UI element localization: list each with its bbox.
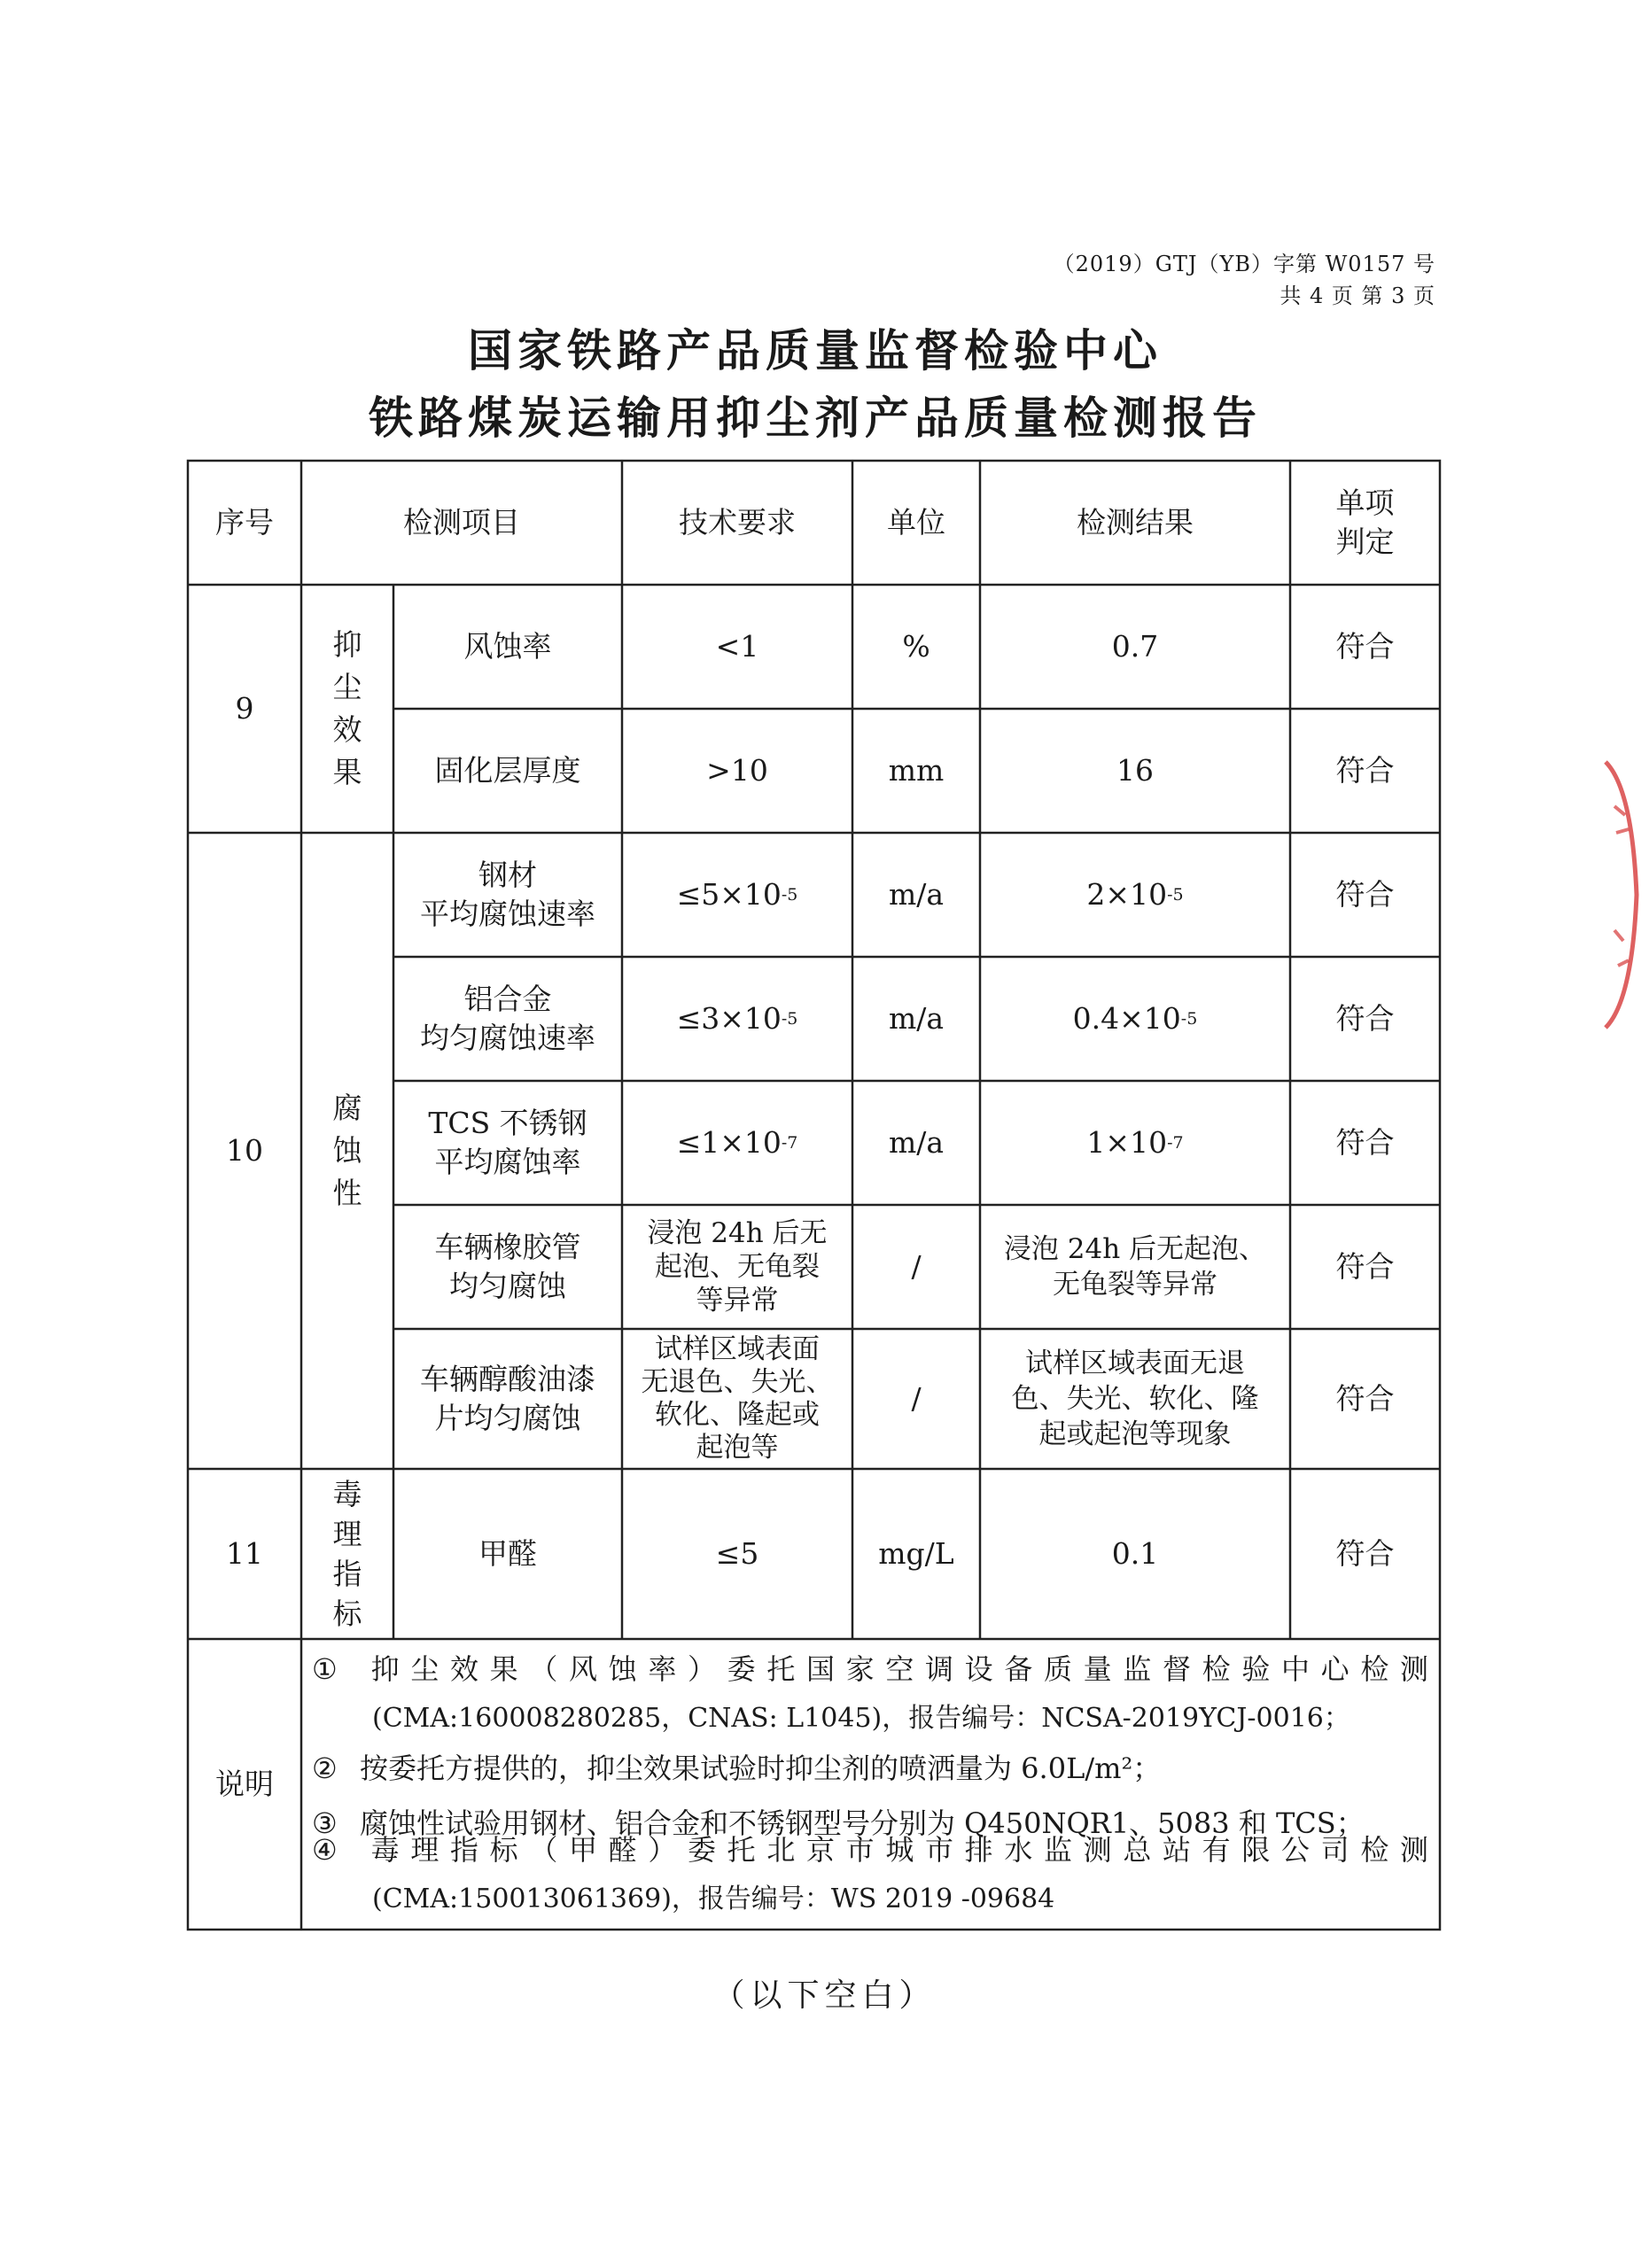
header-verdict-line1: 单项	[1335, 485, 1395, 520]
unit-formaldehyde: mg/L	[878, 1536, 954, 1571]
category-char: 效	[332, 712, 362, 747]
category-char: 抑	[332, 627, 362, 662]
header-requirement: 技术要求	[679, 505, 796, 540]
unit-steel-corrosion: m/a	[888, 877, 945, 912]
item-line: 片均匀腐蚀	[434, 1401, 581, 1435]
note-text: 腐蚀性试验用钢材、铝合金和不锈钢型号分别为 Q450NQR1、5083 和 TCS；	[360, 1806, 1365, 1840]
result-formaldehyde: 0.1	[1111, 1536, 1159, 1571]
result-base: 1×10	[1086, 1125, 1168, 1160]
item-aluminium-corrosion	[393, 957, 622, 1081]
item-layer-thickness: 固化层厚度	[434, 753, 581, 788]
req-line: 起泡、无龟裂	[655, 1251, 820, 1283]
page-counter: 共 4 页 第 3 页	[1280, 284, 1435, 308]
header-verdict	[1290, 461, 1440, 585]
result-line: 浸泡 24h 后无起泡、	[1003, 1233, 1267, 1265]
item-alkyd-paint	[393, 1329, 622, 1469]
verdict-layer-thickness: 符合	[1335, 753, 1395, 788]
header-item: 检测项目	[403, 505, 520, 540]
result-stainless-corrosion: 1×10 -7	[1086, 1125, 1184, 1160]
partial-seal	[1552, 753, 1649, 1037]
req-line: 软化、隆起或	[655, 1399, 820, 1431]
result-line: 色、失光、软化、隆	[1011, 1383, 1259, 1415]
req-line: 起泡等	[696, 1432, 779, 1464]
req-line: 浸泡 24h 后无	[647, 1217, 828, 1249]
verdict-formaldehyde: 符合	[1335, 1536, 1395, 1571]
item-line: 均匀腐蚀	[449, 1269, 566, 1303]
unit-alkyd-paint: /	[911, 1381, 922, 1416]
verdict-alkyd-paint: 符合	[1335, 1381, 1395, 1416]
notes-label: 说明	[215, 1767, 274, 1801]
result-alkyd-paint	[980, 1329, 1290, 1469]
req-line: 试样区域表面	[655, 1333, 820, 1365]
verdict-wind-erosion: 符合	[1335, 629, 1395, 664]
result-line: 试样区域表面无退	[1025, 1348, 1245, 1379]
blank-below-marker: （以下空白）	[712, 1977, 937, 2014]
item-wind-erosion: 风蚀率	[463, 629, 552, 664]
req-steel-corrosion: ≤5×10 -5	[676, 877, 798, 912]
item-formaldehyde: 甲醛	[478, 1536, 537, 1571]
seq-11: 11	[226, 1536, 263, 1571]
unit-stainless-corrosion: m/a	[888, 1125, 945, 1160]
category-char: 毒	[332, 1477, 362, 1511]
req-alkyd-paint	[622, 1329, 852, 1469]
category-char: 果	[332, 755, 362, 789]
result-steel-corrosion: 2×10 -5	[1086, 877, 1184, 912]
category-char: 蚀	[332, 1133, 362, 1168]
report-number: （2019）GTJ（YB）字第 W0157 号	[1053, 252, 1435, 276]
category-char: 腐	[332, 1091, 362, 1125]
header-result: 检测结果	[1077, 505, 1194, 540]
note-4-continuation: (CMA:150013061369)，报告编号：WS 2019 -09684	[372, 1884, 1055, 1915]
note-text: 按委托方提供的，抑尘效果试验时抑尘剂的喷洒量为 6.0L/m²；	[360, 1751, 1162, 1785]
note-4	[312, 1825, 1428, 1875]
category-corrosivity	[301, 833, 393, 1469]
seq-9: 9	[235, 691, 254, 726]
verdict-aluminium-corrosion: 符合	[1335, 1001, 1395, 1036]
verdict-stainless-corrosion: 符合	[1335, 1125, 1395, 1160]
result-line: 无龟裂等异常	[1053, 1269, 1217, 1301]
result-aluminium-corrosion: 0.4×10 -5	[1072, 1001, 1198, 1036]
unit-aluminium-corrosion: m/a	[888, 1001, 945, 1036]
item-line: TCS 不锈钢	[428, 1106, 587, 1140]
verdict-steel-corrosion: 符合	[1335, 877, 1395, 912]
note-index: ①	[312, 1652, 338, 1686]
category-char: 尘	[332, 670, 362, 704]
result-wind-erosion: 0.7	[1111, 629, 1159, 664]
item-rubber-hose	[393, 1205, 622, 1329]
note-index: ④	[312, 1833, 338, 1867]
category-toxicology	[301, 1469, 393, 1639]
category-char: 性	[332, 1176, 362, 1210]
item-steel-corrosion	[393, 833, 622, 957]
header-seq: 序号	[215, 505, 274, 540]
item-line: 平均腐蚀速率	[420, 897, 595, 931]
req-aluminium-corrosion: ≤3×10 -5	[676, 1001, 798, 1036]
req-line: 等异常	[696, 1285, 779, 1317]
seq-10: 10	[226, 1133, 263, 1168]
note-index: ②	[312, 1751, 338, 1785]
item-line: 钢材	[478, 858, 537, 892]
req-line: 无退色、失光、	[641, 1366, 834, 1398]
unit-wind-erosion: %	[902, 629, 930, 664]
header-verdict-line2: 判定	[1335, 524, 1395, 559]
note-1	[312, 1644, 1428, 1694]
req-formaldehyde: ≤5	[715, 1536, 759, 1571]
verdict-rubber-hose: 符合	[1335, 1249, 1395, 1284]
unit-layer-thickness: mm	[888, 753, 945, 788]
note-index: ③	[312, 1806, 338, 1840]
result-rubber-hose	[980, 1205, 1290, 1329]
req-wind-erosion: <1	[715, 629, 759, 664]
header-unit: 单位	[887, 505, 945, 540]
item-line: 平均腐蚀率	[434, 1145, 581, 1179]
note-2	[312, 1744, 1428, 1793]
req-layer-thickness: >10	[706, 753, 768, 788]
req-base: ≤1×10	[676, 1125, 782, 1160]
category-dust-suppression	[301, 585, 393, 833]
report-title-line2: 铁路煤炭运输用抑尘剂产品质量检测报告	[369, 392, 1262, 444]
req-base: ≤3×10	[676, 1001, 782, 1036]
req-rubber-hose	[622, 1205, 852, 1329]
category-char: 标	[332, 1596, 362, 1631]
note-text: 毒理指标（甲醛）委托北京市城市排水监测总站有限公司检测	[360, 1833, 1428, 1867]
note-text: 抑尘效果（风蚀率）委托国家空调设备质量监督检验中心检测	[360, 1652, 1428, 1686]
item-stainless-corrosion	[393, 1081, 622, 1205]
note-1-continuation: (CMA:160008280285，CNAS: L1045)，报告编号：NCSA-2019YCJ-0016；	[372, 1703, 1350, 1734]
unit-rubber-hose: /	[911, 1249, 922, 1284]
result-layer-thickness: 16	[1116, 753, 1154, 788]
item-line: 车辆橡胶管	[434, 1230, 581, 1264]
item-line: 均匀腐蚀速率	[420, 1021, 595, 1055]
report-title-line1: 国家铁路产品质量监督检验中心	[468, 324, 1163, 377]
req-stainless-corrosion: ≤1×10 -7	[676, 1125, 798, 1160]
category-char: 理	[332, 1517, 362, 1551]
req-base: ≤5×10	[676, 877, 782, 912]
item-line: 车辆醇酸油漆	[420, 1362, 595, 1396]
result-line: 起或起泡等现象	[1038, 1418, 1232, 1450]
category-char: 指	[332, 1557, 362, 1591]
result-base: 2×10	[1086, 877, 1168, 912]
item-line: 铝合金	[463, 982, 552, 1016]
result-base: 0.4×10	[1072, 1001, 1181, 1036]
